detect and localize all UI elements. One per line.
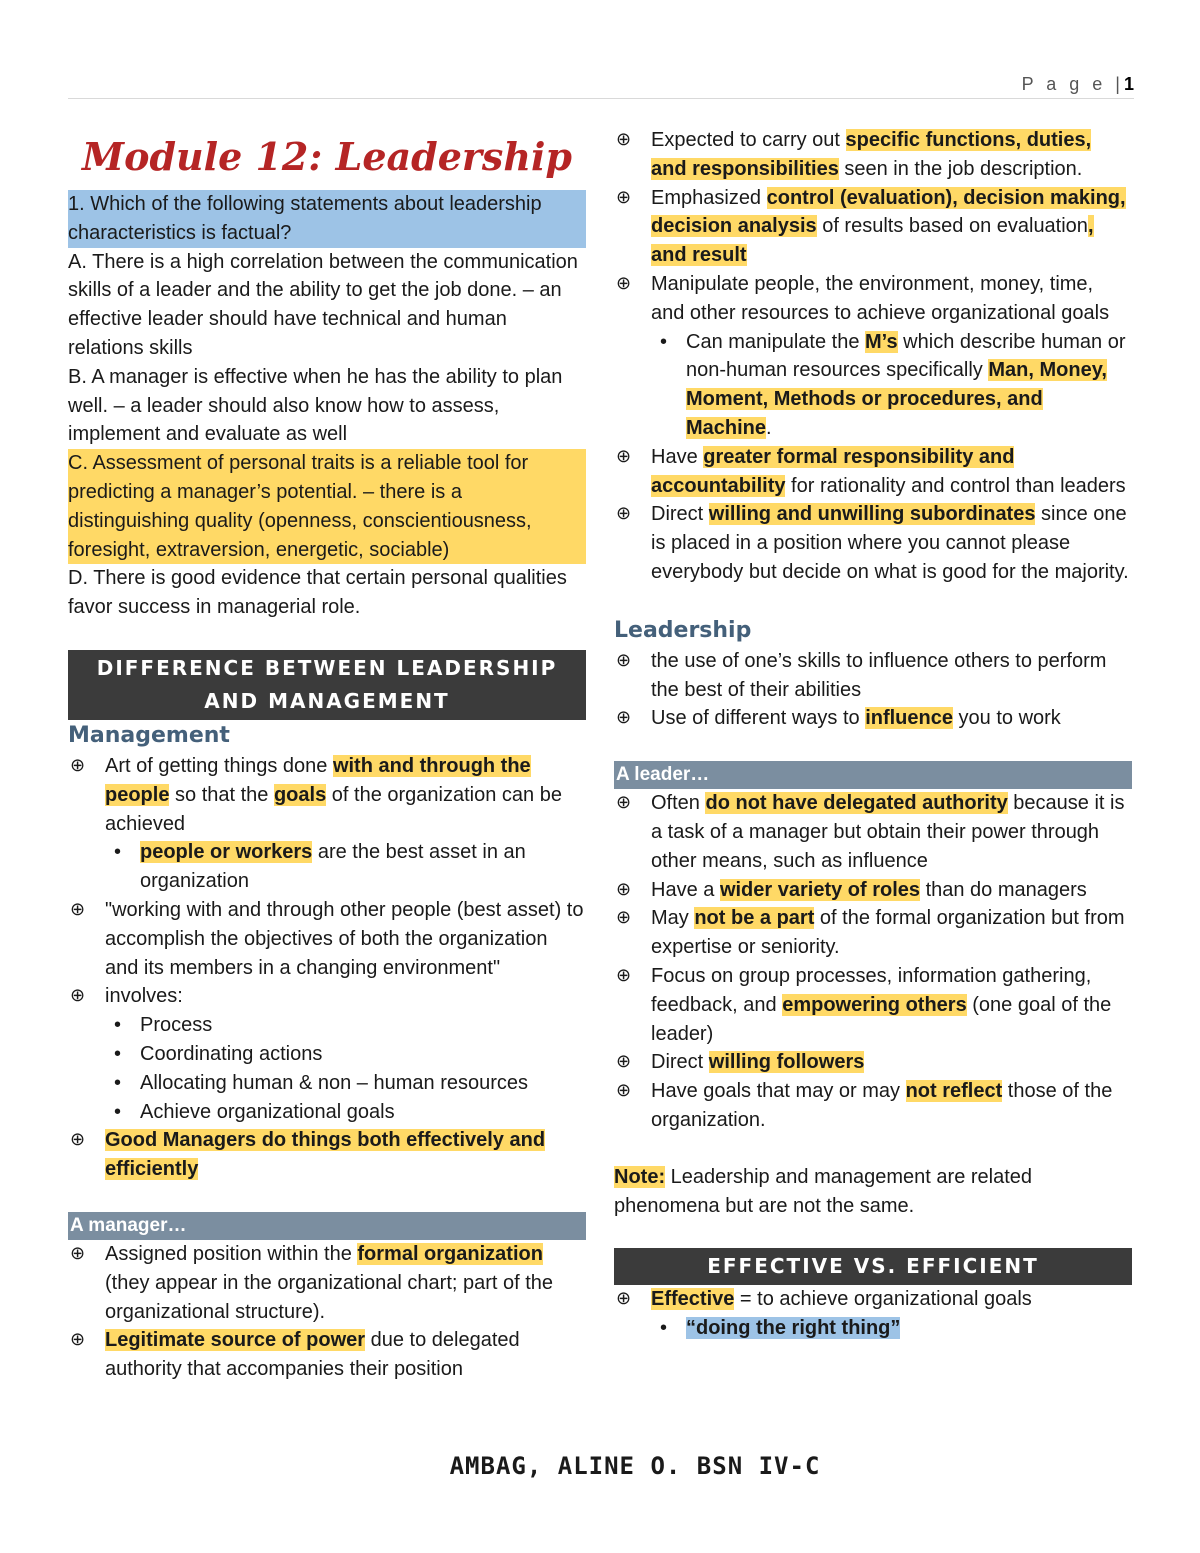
list-item: ⊕ Art of getting things done with and through the people so that the goals of the organization can be achieved	[68, 752, 586, 838]
list-item: • “doing the right thing”	[614, 1314, 1132, 1343]
option-c-answer: C. Assessment of personal traits is a reliable tool for predicting a manager’s potential. – there is a distinguishing quality (openness, conscientiousness, foresight, extraversion, energetic, sociable)	[68, 449, 586, 564]
leadership-label: Leadership	[614, 617, 752, 643]
left-column	[68, 122, 586, 1384]
right-column	[614, 126, 1132, 1343]
leadership-list	[614, 647, 1132, 733]
list-item: ⊕ Assigned position within the formal organization (they appear in the organizational chart; part of the organizational structure).	[68, 1240, 586, 1326]
page-number: P a g e |1	[1021, 74, 1134, 94]
list-item: ⊕ involves:	[68, 982, 586, 1011]
list-item: • Allocating human & non – human resources	[68, 1069, 586, 1098]
list-item: ⊕ Direct willing followers	[614, 1048, 1132, 1077]
manager-list-part1	[68, 1240, 586, 1384]
list-item: ⊕ Good Managers do things both effectively and efficiently	[68, 1126, 586, 1184]
list-item: • Achieve organizational goals	[68, 1098, 586, 1127]
list-item: • Process	[68, 1011, 586, 1040]
list-item: ⊕ Effective = to achieve organizational goals	[614, 1285, 1132, 1314]
list-item: ⊕ Have goals that may or may not reflect those of the organization.	[614, 1077, 1132, 1135]
option-d: D. There is good evidence that certain personal qualities favor success in managerial role.	[68, 567, 567, 619]
option-a: A. There is a high correlation between the communication skills of a leader and the ability to get the job done. – an effective leader should have technical and human relations skills	[68, 250, 578, 359]
effective-list	[614, 1285, 1132, 1343]
list-item: ⊕ Have a wider variety of roles than do managers	[614, 876, 1132, 905]
list-item: • Coordinating actions	[68, 1040, 586, 1069]
note: Note: Leadership and management are related phenomena but are not the same.	[614, 1165, 1033, 1217]
list-item: ⊕ Have greater formal responsibility and accountability for rationality and control than leaders	[614, 443, 1132, 501]
list-item: ⊕ Legitimate source of power due to delegated authority that accompanies their position	[68, 1326, 586, 1384]
list-item: ⊕ Expected to carry out specific functions, duties, and responsibilities seen in the job description.	[614, 126, 1132, 184]
list-item: ⊕ Manipulate people, the environment, money, time, and other resources to achieve organizational goals	[614, 270, 1132, 328]
leader-heading: A leader…	[614, 761, 1132, 789]
option-b: B. A manager is effective when he has the ability to plan well. – a leader should also know how to assess, implement and evaluate as well	[68, 365, 563, 446]
management-label: Management	[68, 722, 230, 748]
author-footer: AMBAG, ALINE O. BSN IV-C	[449, 1452, 821, 1480]
effective-heading: EFFECTIVE VS. EFFICIENT	[614, 1248, 1132, 1285]
list-item: ⊕ "working with and through other people (best asset) to accomplish the objectives of both the organization and its members in a changing environment"	[68, 896, 586, 982]
difference-heading: DIFFERENCE BETWEEN LEADERSHIP AND MANAGEMENT	[68, 650, 586, 720]
list-item: ⊕ the use of one’s skills to influence others to perform the best of their abilities	[614, 647, 1132, 705]
list-item: ⊕ May not be a part of the formal organization but from expertise or seniority.	[614, 904, 1132, 962]
list-item: • Can manipulate the M’s which describe human or non-human resources specifically Man, Money, Moment, Methods or procedures, and Machine.	[614, 328, 1132, 443]
manager-list-part2	[614, 126, 1132, 587]
management-list	[68, 752, 586, 1184]
leader-list	[614, 789, 1132, 1135]
question-text: 1. Which of the following statements about leadership characteristics is factual?	[68, 190, 586, 248]
list-item: ⊕ Focus on group processes, information gathering, feedback, and empowering others (one goal of the leader)	[614, 962, 1132, 1048]
question-block	[68, 190, 586, 622]
manager-heading: A manager…	[68, 1212, 586, 1240]
page-header	[68, 74, 1134, 99]
page-title: Module 12: Leadership	[82, 134, 572, 179]
list-item: ⊕ Emphasized control (evaluation), decision making, decision analysis of results based on evaluation, and result	[614, 184, 1132, 270]
list-item: ⊕ Use of different ways to influence you to work	[614, 704, 1132, 733]
list-item: • people or workers are the best asset in an organization	[68, 838, 586, 896]
list-item: ⊕ Direct willing and unwilling subordinates since one is placed in a position where you cannot please everybody but decide on what is good for the majority.	[614, 500, 1132, 586]
list-item: ⊕ Often do not have delegated authority because it is a task of a manager but obtain their power through other means, such as influence	[614, 789, 1132, 875]
